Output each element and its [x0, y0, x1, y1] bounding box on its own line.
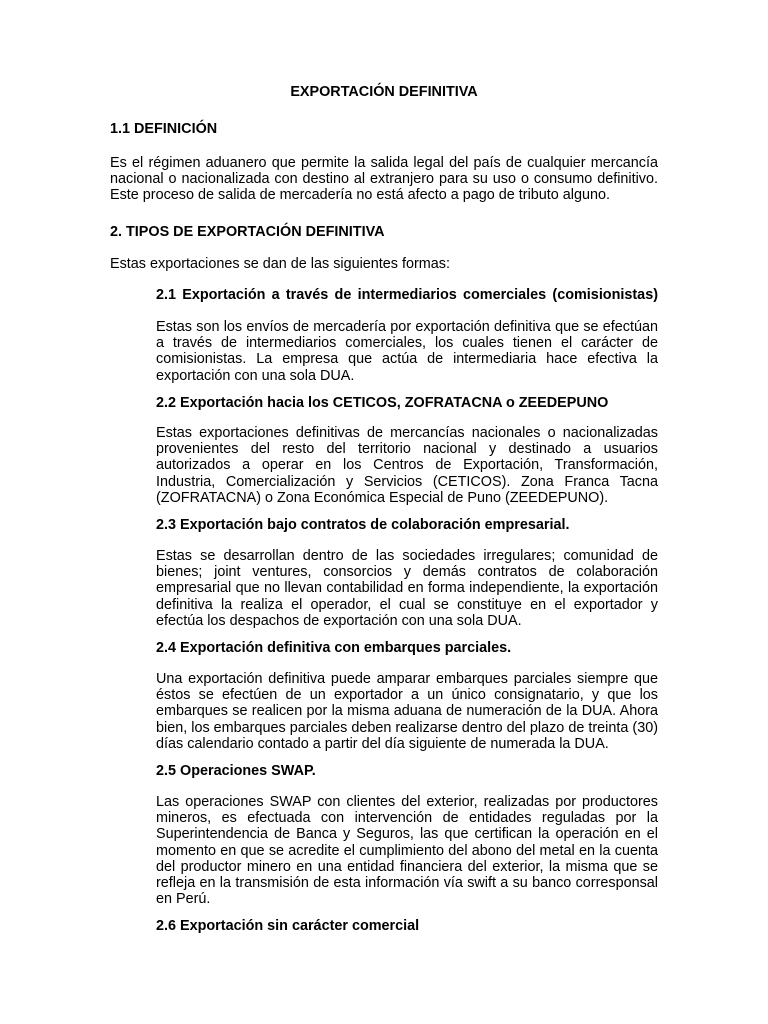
subsection-heading-2-5: 2.5 Operaciones SWAP. — [156, 763, 316, 779]
subsection-text-2-5: Las operaciones SWAP con clientes del exterior, realizadas por productores mineros, es efectuada con intervención de entidades reguladas por la Superintendencia de Banca y Seguros, las que certifican la operación en el momento en que se acredite el cumplimiento del abono del metal en la cuenta del productor minero en una entidad financiera del exterior, la misma que se refleja en la transmisión de esta información vía swift a su banco corresponsal en Perú. — [156, 794, 658, 908]
subsection-text-2-3: Estas se desarrollan dentro de las sociedades irregulares; comunidad de bienes; joint ventures, consorcios y demás contratos de colaboración empresarial que no llevan contabilidad en forma independiente, la exportación definitiva la realiza el operador, el cual se constituye en el exportador y efectúa los despachos de exportación con una sola DUA. — [156, 548, 658, 629]
subsection-heading-2-3: 2.3 Exportación bajo contratos de colaboración empresarial. — [156, 517, 570, 533]
subsection-heading-2-6: 2.6 Exportación sin carácter comercial — [156, 918, 420, 934]
subsection-heading-2-1: 2.1 Exportación a través de intermediarios comerciales (comisionistas) — [156, 287, 658, 303]
section-heading-definicion: 1.1 DEFINICIÓN — [110, 121, 218, 137]
subsection-text-2-2: Estas exportaciones definitivas de mercancías nacionales o nacionalizadas provenientes del resto del territorio nacional y destinado a usuarios autorizados a operar en los Centros de Exportación, Transformación, Industria, Comercialización y Servicios (CETICOS). Zona Franca Tacna (ZOFRATACNA) o Zona Económica Especial de Puno (ZEEDEPUNO). — [156, 425, 658, 506]
subsection-heading-2-4: 2.4 Exportación definitiva con embarques parciales. — [156, 640, 512, 656]
subsection-text-2-4: Una exportación definitiva puede amparar embarques parciales siempre que éstos se efectúen de un exportador a un único consignatario, y que los embarques se realicen por la misma aduana de numeración de la DUA. Ahora bien, los embarques parciales deben realizarse dentro del plazo de treinta (30) días calendario contado a partir del día siguiente de numerada la DUA. — [156, 671, 658, 752]
subsection-text-2-1: Estas son los envíos de mercadería por exportación definitiva que se efectúan a través de intermediarios comerciales, los cuales tienen el carácter de comisionistas. La empresa que actúa de intermediaria hace efectiva la exportación con una sola DUA. — [156, 319, 658, 384]
section-text-definicion: Es el régimen aduanero que permite la salida legal del país de cualquier mercancía nacional o nacionalizada con destino al extranjero para su uso o consumo definitivo. Este proceso de salida de mercadería no está afecto a pago de tributo alguno. — [110, 155, 658, 204]
section-intro-tipos: Estas exportaciones se dan de las siguientes formas: — [110, 256, 450, 272]
subsection-heading-2-2: 2.2 Exportación hacia los CETICOS, ZOFRATACNA o ZEEDEPUNO — [156, 395, 609, 411]
document-title: EXPORTACIÓN DEFINITIVA — [290, 84, 478, 100]
section-heading-tipos: 2. TIPOS DE EXPORTACIÓN DEFINITIVA — [110, 224, 385, 240]
